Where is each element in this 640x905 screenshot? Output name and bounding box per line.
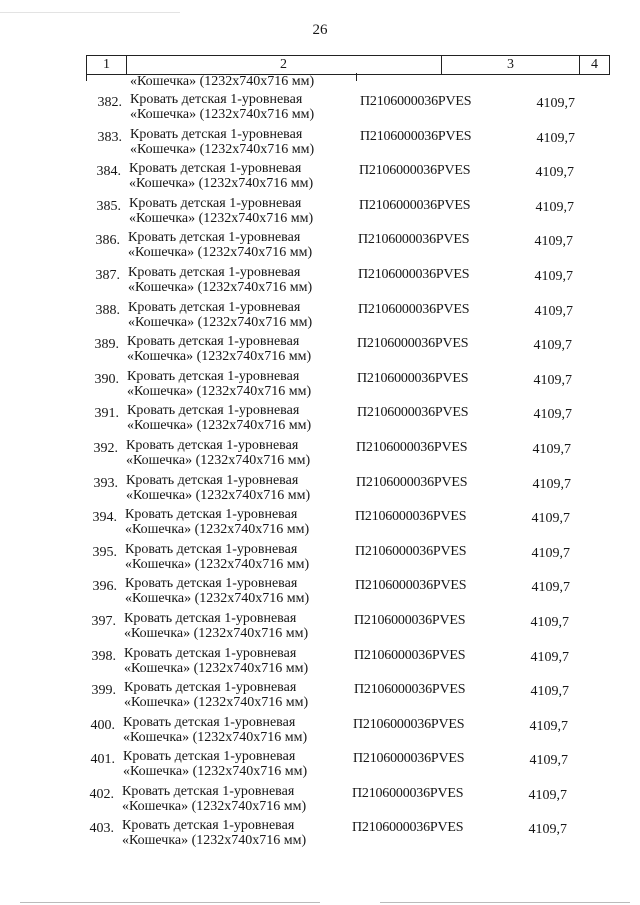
row-price: 4109,7 [534, 234, 573, 250]
row-name-line2: «Кошечка» (1232x740x716 мм) [122, 833, 307, 849]
row-code: П2106000036PVES [355, 509, 467, 525]
row-number: 396. [92, 579, 117, 595]
row-price: 4109,7 [532, 441, 571, 457]
row-name-line2: «Кошечка» (1232x740x716 мм) [123, 729, 308, 745]
row-name-line1: Кровать детская 1-уровневая [127, 368, 300, 384]
row-price: 4109,7 [536, 96, 575, 111]
row-name-line2: «Кошечка» (1232x740x716 мм) [124, 695, 309, 711]
row-name [125, 576, 309, 606]
row-name [123, 715, 307, 745]
table-row [0, 438, 640, 473]
table-row [0, 473, 640, 508]
table-row [0, 542, 640, 577]
table-row [0, 715, 640, 750]
row-name-line1: Кровать детская 1-уровневая [130, 126, 303, 142]
row-price: 4109,7 [528, 787, 567, 803]
row-name [123, 749, 307, 779]
table-row [0, 749, 640, 784]
row-number: 393. [93, 475, 118, 491]
row-number: 390. [94, 371, 119, 387]
row-code: П2106000036PVES [358, 232, 470, 248]
table-row [0, 611, 640, 646]
row-code: П2106000036PVES [354, 647, 466, 663]
row-number: 387. [95, 267, 120, 283]
row-name [127, 369, 311, 399]
table-row [0, 127, 640, 162]
row-price: 4109,7 [531, 545, 570, 561]
row-code: П2106000036PVES [357, 336, 469, 352]
scan-top-edge [0, 12, 180, 13]
row-code: П2106000036PVES [360, 94, 472, 109]
table-border-mid [356, 73, 357, 81]
row-code: П2106000036PVES [352, 820, 464, 836]
row-name [125, 542, 309, 572]
header-col-4: 4 [580, 56, 610, 74]
row-price: 4109,7 [530, 614, 569, 630]
row-price: 4109,7 [529, 718, 568, 734]
row-name [124, 680, 308, 710]
row-name-line2: «Кошечка» (1232x740x716 мм) [124, 660, 309, 676]
table-row [0, 403, 640, 438]
table-row [0, 230, 640, 265]
row-price: 4109,7 [533, 338, 572, 354]
row-name-line2: «Кошечка» (1232x740x716 мм) [128, 245, 313, 261]
continuation-text: «Кошечка» (1232x740x716 мм) [130, 74, 315, 89]
row-name-line1: Кровать детская 1-уровневая [128, 299, 301, 315]
table-row [0, 784, 640, 819]
header-col-1: 1 [86, 56, 127, 74]
table-border-left [86, 73, 87, 81]
row-number: 401. [90, 752, 115, 768]
row-code: П2106000036PVES [353, 716, 465, 732]
row-name-line1: Кровать детская 1-уровневая [124, 680, 297, 696]
table-row [0, 161, 640, 196]
row-name [124, 646, 308, 676]
row-name-line1: Кровать детская 1-уровневая [123, 749, 296, 765]
row-name-line1: Кровать детская 1-уровневая [125, 576, 298, 592]
table-row [0, 507, 640, 542]
row-name-line1: Кровать детская 1-уровневая [122, 783, 295, 799]
row-name [130, 127, 314, 157]
row-number: 399. [91, 683, 116, 699]
row-number: 402. [89, 786, 114, 802]
row-code: П2106000036PVES [354, 682, 466, 698]
row-name-line2: «Кошечка» (1232x740x716 мм) [129, 176, 314, 192]
row-code: П2106000036PVES [355, 543, 467, 559]
table-header [86, 55, 610, 75]
row-name-line1: Кровать детская 1-уровневая [124, 610, 297, 626]
table-row [0, 92, 640, 127]
row-price: 4109,7 [533, 372, 572, 388]
row-name-line2: «Кошечка» (1232x740x716 мм) [127, 349, 312, 365]
row-code: П2106000036PVES [354, 612, 466, 628]
row-price: 4109,7 [536, 130, 575, 146]
row-number: 389. [94, 337, 119, 353]
row-name [129, 161, 313, 191]
table-row [0, 334, 640, 369]
row-price: 4109,7 [530, 684, 569, 700]
row-code: П2106000036PVES [359, 197, 471, 213]
row-code: П2106000036PVES [352, 785, 464, 801]
row-name-line2: «Кошечка» (1232x740x716 мм) [127, 383, 312, 399]
row-name-line1: Кровать детская 1-уровневая [125, 507, 298, 523]
row-price: 4109,7 [533, 407, 572, 423]
row-name-line2: «Кошечка» (1232x740x716 мм) [126, 452, 311, 468]
row-name-line1: Кровать детская 1-уровневая [127, 403, 300, 419]
row-name-line1: Кровать детская 1-уровневая [122, 818, 295, 834]
row-number: 382. [97, 95, 122, 110]
row-price: 4109,7 [534, 303, 573, 319]
row-name [122, 818, 306, 848]
row-name-line1: Кровать детская 1-уровневая [125, 541, 298, 557]
row-code: П2106000036PVES [357, 370, 469, 386]
row-name-line2: «Кошечка» (1232x740x716 мм) [130, 107, 315, 122]
table-row [0, 300, 640, 335]
row-price: 4109,7 [530, 649, 569, 665]
row-price: 4109,7 [534, 268, 573, 284]
header-col-2: 2 [126, 56, 442, 74]
header-col-3: 3 [442, 56, 580, 74]
row-name-line1: Кровать детская 1-уровневая [129, 195, 302, 211]
row-number: 395. [92, 544, 117, 560]
row-name [127, 403, 311, 433]
row-price: 4109,7 [531, 511, 570, 527]
row-number: 385. [96, 198, 121, 214]
row-code: П2106000036PVES [356, 474, 468, 490]
row-number: 392. [93, 440, 118, 456]
row-price: 4109,7 [535, 199, 574, 215]
row-price: 4109,7 [532, 476, 571, 492]
row-code: П2106000036PVES [357, 405, 469, 421]
table-row [0, 196, 640, 231]
table-body [0, 92, 640, 853]
table-row [0, 680, 640, 715]
page-number: 26 [312, 22, 328, 38]
row-name-line1: Кровать детская 1-уровневая [128, 264, 301, 280]
row-number: 397. [91, 613, 116, 629]
row-name-line2: «Кошечка» (1232x740x716 мм) [122, 798, 307, 814]
row-name-line2: «Кошечка» (1232x740x716 мм) [125, 556, 310, 572]
row-name-line1: Кровать детская 1-уровневая [127, 334, 300, 350]
row-code: П2106000036PVES [359, 163, 471, 179]
row-code: П2106000036PVES [353, 751, 465, 767]
table-row [0, 576, 640, 611]
row-name [122, 784, 306, 814]
row-name-line1: Кровать детская 1-уровневая [126, 437, 299, 453]
row-number: 391. [94, 406, 119, 422]
row-name [130, 92, 314, 122]
row-name-line2: «Кошечка» (1232x740x716 мм) [128, 314, 313, 330]
row-name [127, 334, 311, 364]
row-price: 4109,7 [531, 580, 570, 596]
row-name [124, 611, 308, 641]
row-name [128, 265, 312, 295]
row-name-line1: Кровать детская 1-уровневая [128, 230, 301, 246]
row-name-line1: Кровать детская 1-уровневая [129, 161, 302, 177]
row-price: 4109,7 [529, 753, 568, 769]
row-name-line1: Кровать детская 1-уровневая [126, 472, 299, 488]
row-name [129, 196, 313, 226]
row-code: П2106000036PVES [356, 439, 468, 455]
scan-bottom-edge [20, 902, 320, 903]
row-name-line2: «Кошечка» (1232x740x716 мм) [126, 487, 311, 503]
row-number: 383. [97, 129, 122, 145]
row-number: 384. [96, 164, 121, 180]
row-price: 4109,7 [528, 822, 567, 838]
row-name [126, 438, 310, 468]
table-row [0, 369, 640, 404]
row-code: П2106000036PVES [360, 128, 472, 144]
row-name [125, 507, 309, 537]
row-number: 403. [89, 821, 114, 837]
row-name [128, 230, 312, 260]
row-name-line2: «Кошечка» (1232x740x716 мм) [130, 141, 315, 157]
row-name-line2: «Кошечка» (1232x740x716 мм) [125, 591, 310, 607]
row-name-line1: Кровать детская 1-уровневая [123, 714, 296, 730]
row-name-line2: «Кошечка» (1232x740x716 мм) [123, 764, 308, 780]
row-number: 386. [95, 233, 120, 249]
row-code: П2106000036PVES [355, 578, 467, 594]
scan-bottom-edge-right [380, 902, 630, 903]
row-name [128, 300, 312, 330]
row-name [126, 473, 310, 503]
row-name-line1: Кровать детская 1-уровневая [124, 645, 297, 661]
row-price: 4109,7 [535, 165, 574, 181]
row-name-line2: «Кошечка» (1232x740x716 мм) [129, 210, 314, 226]
row-number: 388. [95, 302, 120, 318]
row-code: П2106000036PVES [358, 301, 470, 317]
row-name-line2: «Кошечка» (1232x740x716 мм) [127, 418, 312, 434]
row-name-line2: «Кошечка» (1232x740x716 мм) [124, 625, 309, 641]
row-name-line2: «Кошечка» (1232x740x716 мм) [128, 279, 313, 295]
row-number: 400. [90, 717, 115, 733]
row-number: 394. [92, 510, 117, 526]
row-name-line1: Кровать детская 1-уровневая [130, 92, 303, 107]
row-number: 398. [91, 648, 116, 664]
row-code: П2106000036PVES [358, 266, 470, 282]
table-row [0, 818, 640, 853]
row-name-line2: «Кошечка» (1232x740x716 мм) [125, 522, 310, 538]
table-row [0, 265, 640, 300]
table-row [0, 646, 640, 681]
